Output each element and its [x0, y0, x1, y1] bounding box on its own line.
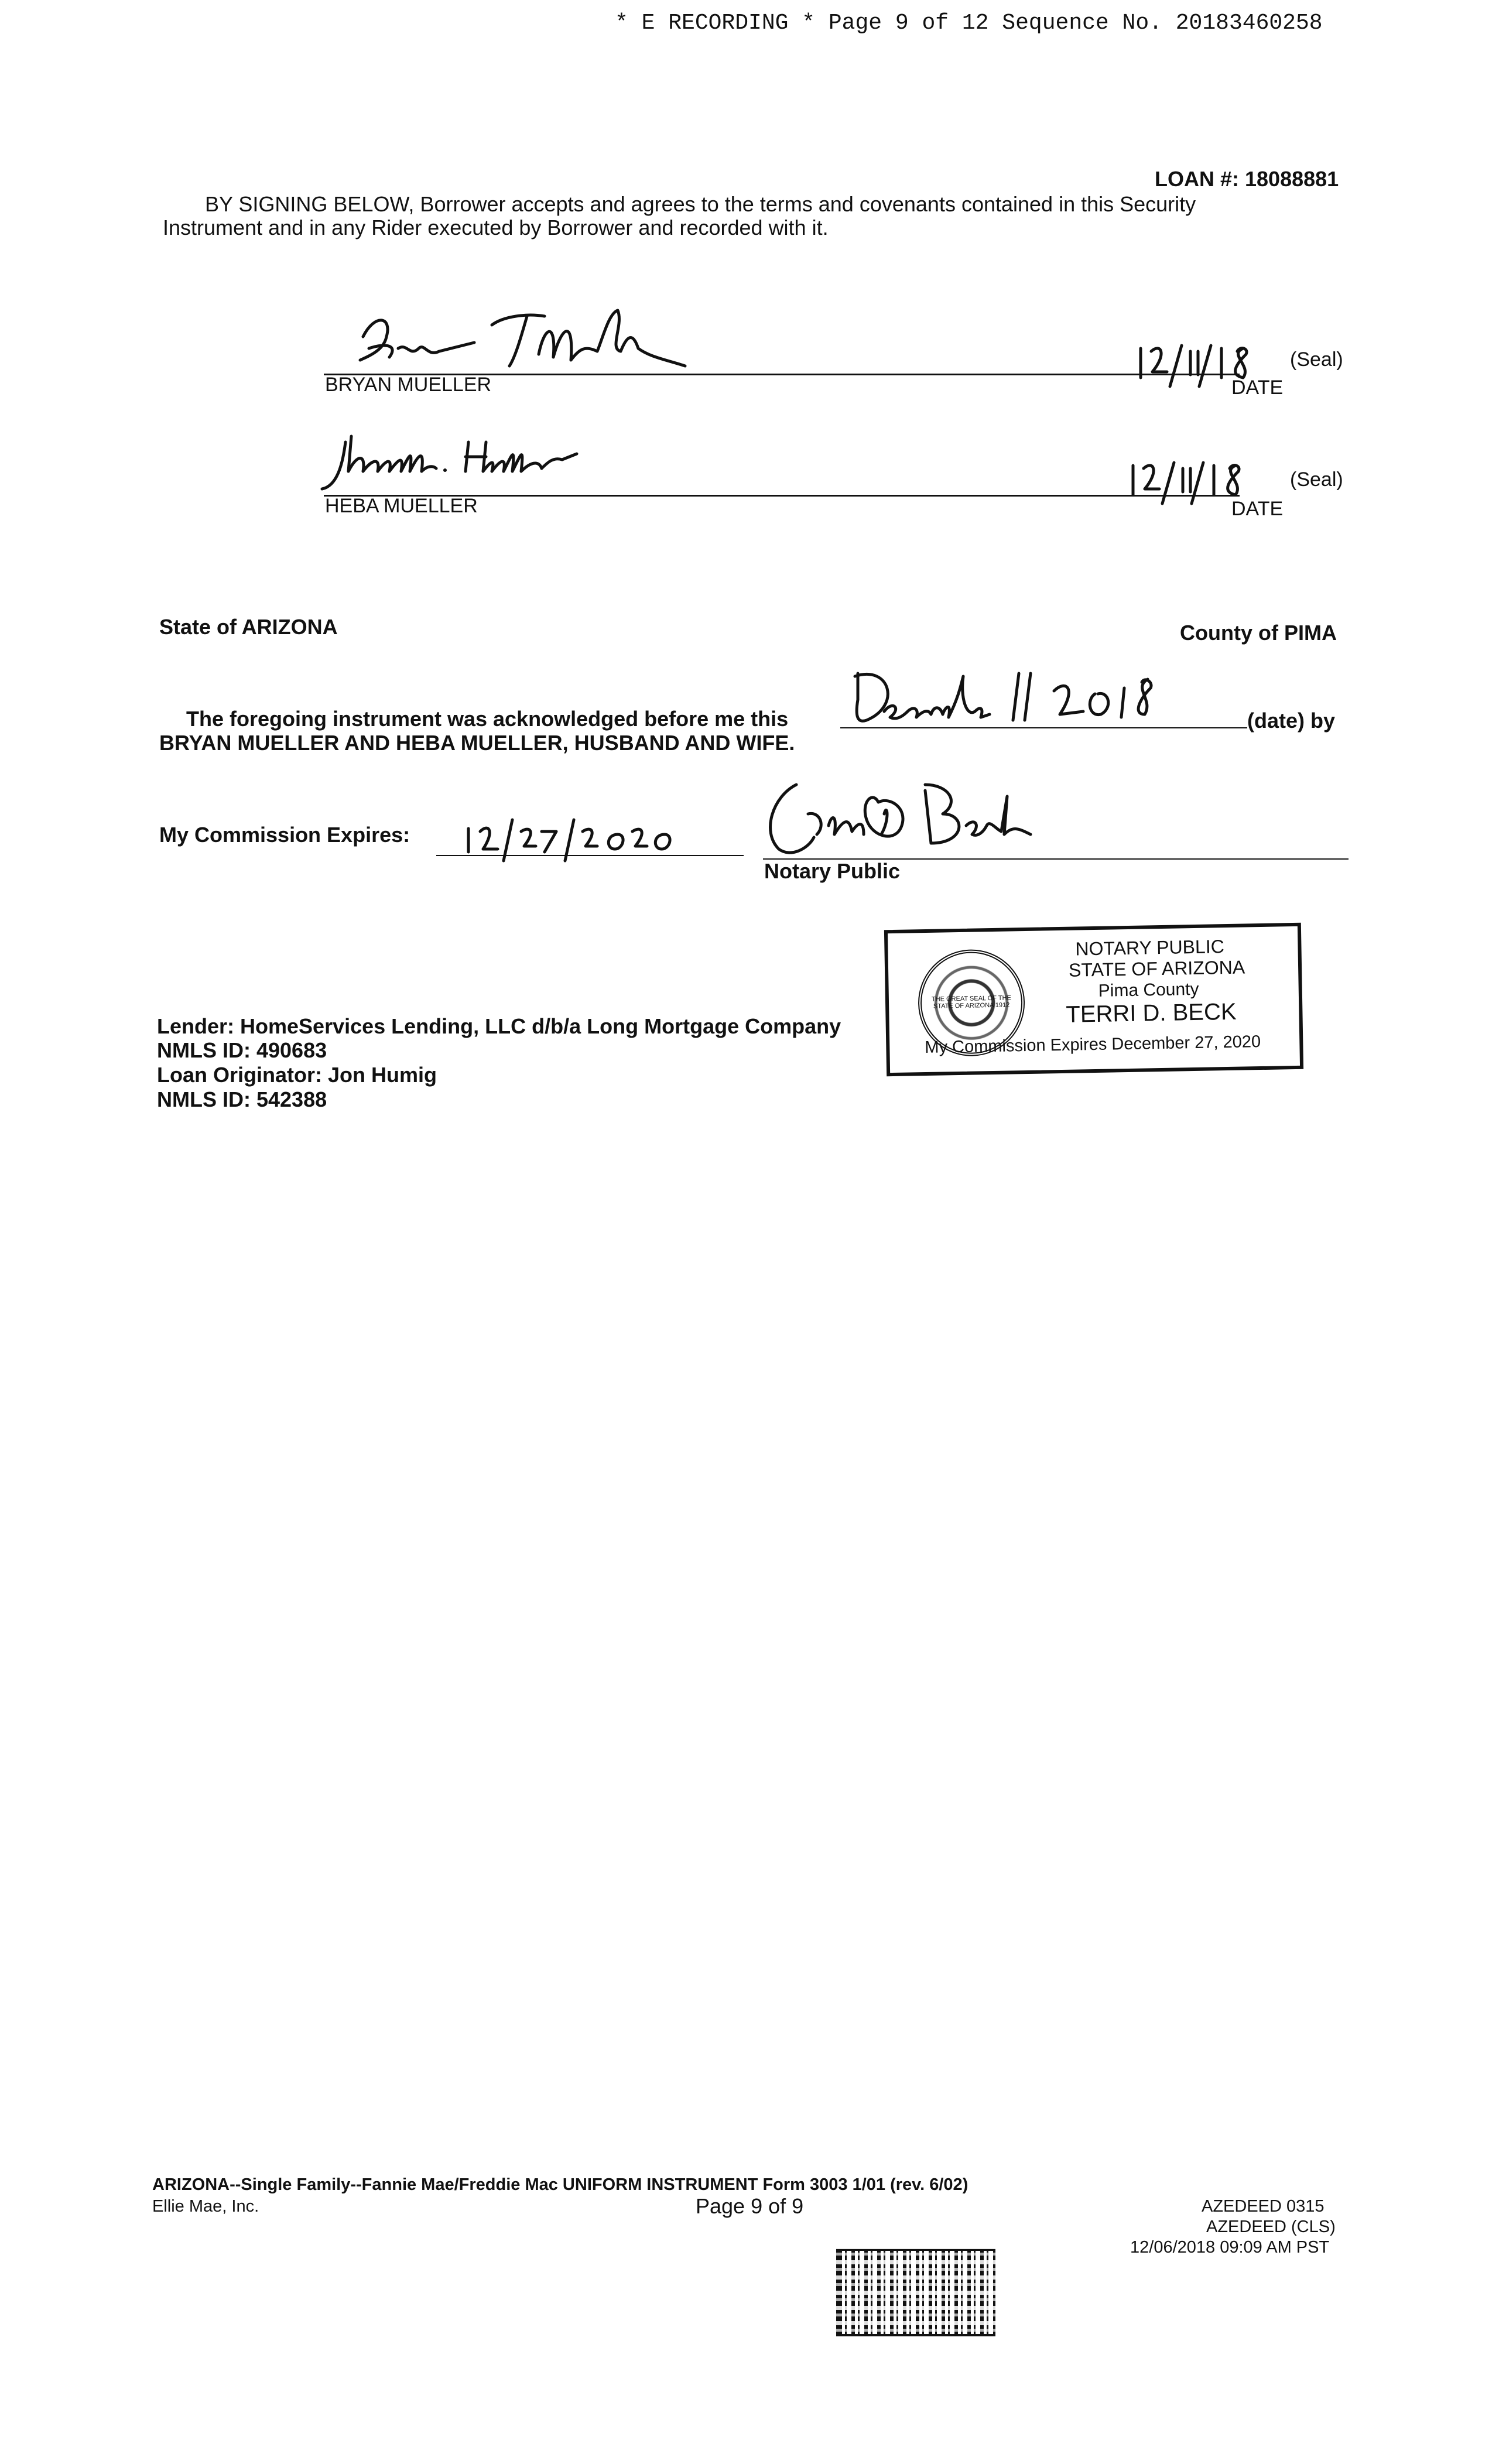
lender-line: Lender: HomeServices Lending, LLC d/b/a Long Mortgage Company [157, 1014, 841, 1038]
heba-mueller-signature [316, 430, 738, 501]
notary-public-label: Notary Public [764, 859, 901, 883]
recording-header: * E RECORDING * Page 9 of 12 Sequence No. 20183460258 [615, 11, 1323, 36]
heba-seal-label: (Seal) [1290, 468, 1343, 491]
state-label: State of ARIZONA [159, 615, 338, 639]
acknowledgment-date-handwritten [843, 665, 1206, 732]
commission-date-handwritten [463, 817, 685, 864]
bryan-seal-label: (Seal) [1290, 348, 1343, 371]
loan-originator: Loan Originator: Jon Humig [157, 1063, 437, 1087]
barcode [836, 2249, 995, 2336]
acknowledgment-date-line [840, 727, 1247, 728]
bryan-mueller-signature [351, 302, 703, 378]
heba-name: HEBA MUELLER [325, 495, 478, 517]
stamp-line-2: STATE OF ARIZONA [1068, 956, 1245, 981]
loan-label: LOAN #: [1155, 167, 1239, 191]
seal-text: THE GREAT SEAL OF THE STATE OF ARIZONA 1912 [931, 994, 1011, 1010]
footer-code-2: AZEDEED (CLS) [1206, 2217, 1336, 2236]
notary-signature [755, 779, 1060, 861]
stamp-line-5: My Commission Expires December 27, 2020 [925, 1032, 1261, 1058]
footer-page: Page 9 of 9 [696, 2194, 804, 2218]
footer-code-1: AZEDEED 0315 [1202, 2197, 1325, 2216]
intro-line-2: Instrument and in any Rider executed by Borrower and recorded with it. [163, 215, 829, 239]
notary-stamp [884, 923, 1303, 1076]
bryan-date-label: DATE [1231, 377, 1284, 399]
heba-date-label: DATE [1231, 498, 1284, 520]
loan-number-line [1155, 167, 1339, 191]
acknowledgment-date-suffix: (date) by [1247, 709, 1336, 733]
footer-form-title: ARIZONA--Single Family--Fannie Mae/Freddie Mac UNIFORM INSTRUMENT Form 3003 1/01 (rev. 6/02) [152, 2175, 968, 2194]
lender-nmls: NMLS ID: 490683 [157, 1038, 327, 1062]
bryan-name: BRYAN MUELLER [325, 374, 492, 396]
footer-timestamp: 12/06/2018 09:09 AM PST [1130, 2238, 1330, 2257]
loan-number: 18088881 [1245, 167, 1339, 191]
originator-nmls: NMLS ID: 542388 [157, 1087, 327, 1111]
stamp-line-4: TERRI D. BECK [1066, 998, 1237, 1028]
acknowledgment-line-2: BRYAN MUELLER AND HEBA MUELLER, HUSBAND AND WIFE. [159, 731, 795, 755]
intro-line-1: BY SIGNING BELOW, Borrower accepts and agrees to the terms and covenants contained in this Security [205, 192, 1196, 216]
county-label: County of PIMA [1180, 621, 1337, 645]
acknowledgment-line-1: The foregoing instrument was acknowledged before me this [186, 707, 789, 731]
stamp-line-1: NOTARY PUBLIC [1075, 936, 1225, 960]
stamp-line-3: Pima County [1098, 979, 1199, 1001]
footer-company: Ellie Mae, Inc. [152, 2197, 259, 2216]
commission-date-line [436, 855, 744, 856]
commission-label: My Commission Expires: [159, 823, 410, 847]
